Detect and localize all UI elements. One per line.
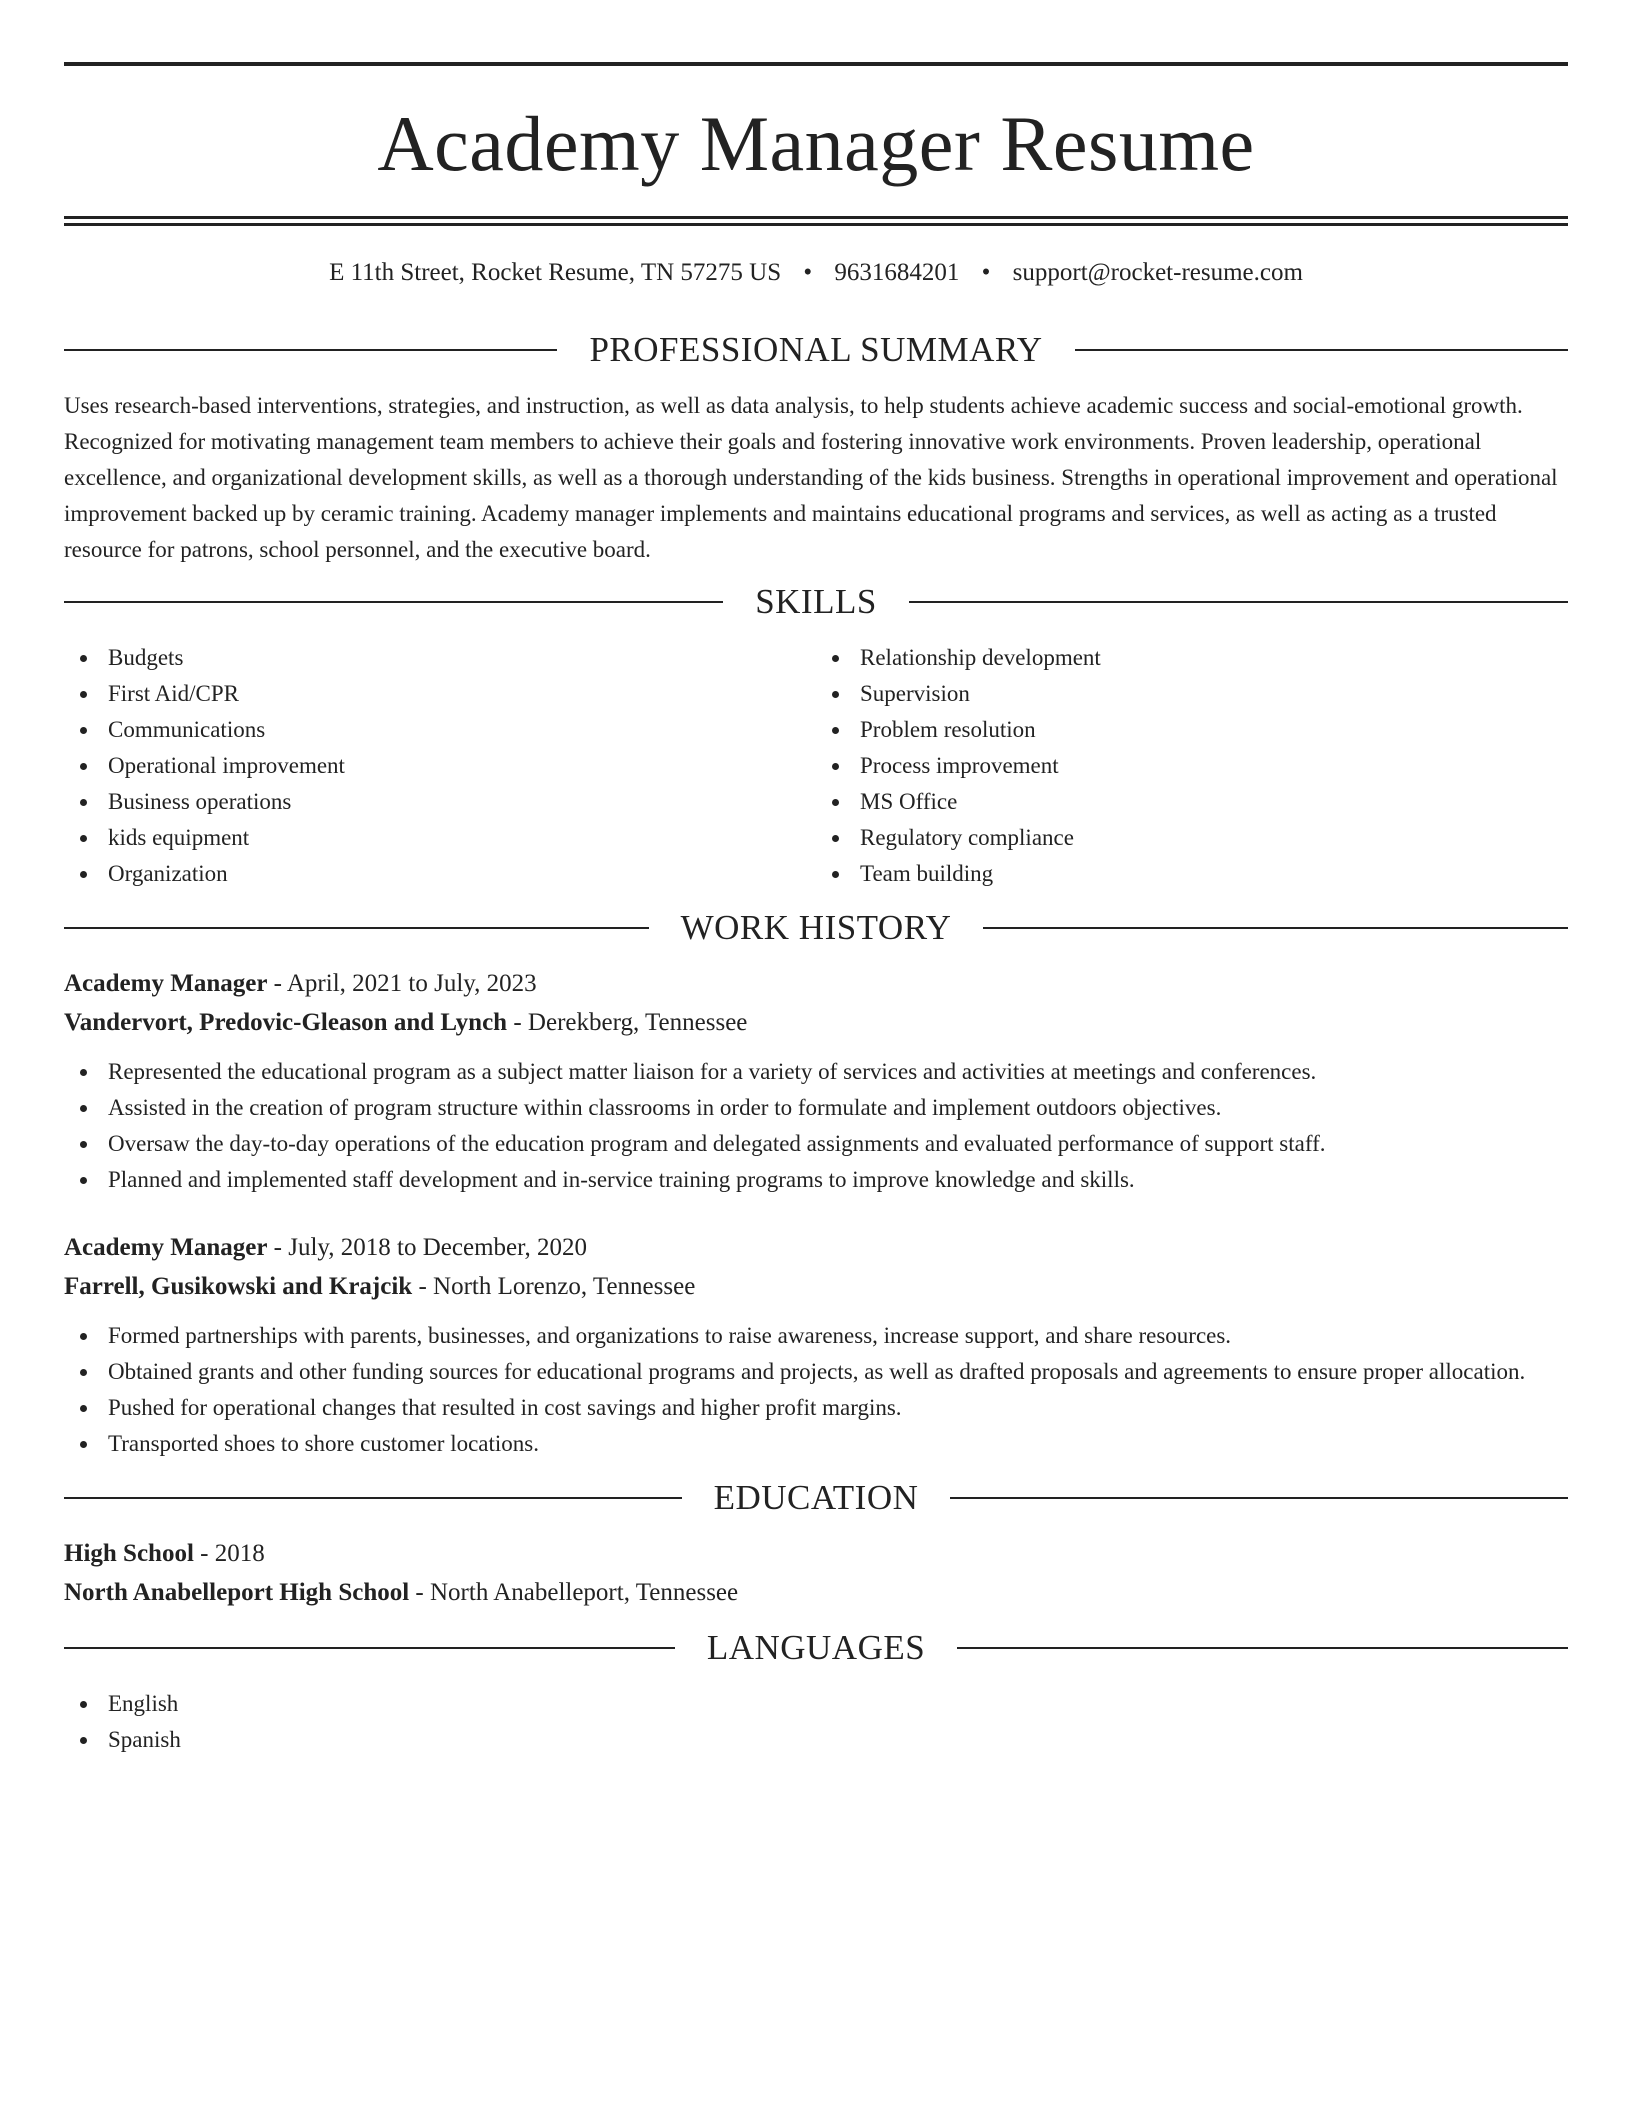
skill-item: First Aid/CPR [64,676,816,712]
skill-item: kids equipment [64,820,816,856]
job-bullet: Assisted in the creation of program structure within classrooms in order to formulate and implement outdoors objectives. [64,1090,1568,1126]
contact-phone: 9631684201 [834,259,960,286]
job-title: Academy Manager [64,1234,268,1261]
job-entry [64,1228,1568,1462]
contact-separator: • [803,259,813,286]
job-dash: - [273,1234,289,1261]
job-dates: July, 2018 to December, 2020 [288,1234,587,1261]
education-degree: High School [64,1540,194,1567]
skill-item: Organization [64,856,816,892]
education-degree-line [64,1534,1568,1573]
divider-line [950,1497,1568,1499]
education-heading-label: EDUCATION [713,1478,919,1517]
resume-content [64,0,1568,1758]
work-section-heading [64,906,1568,950]
education-dash: - [200,1540,215,1567]
job-bullets [64,1054,1568,1198]
contact-line [64,256,1568,290]
languages-section-heading [64,1626,1568,1670]
divider-line [64,349,557,351]
job-bullet: Formed partnerships with parents, businesses, and organizations to raise awareness, increase support, and share resources. [64,1318,1568,1354]
job-bullet: Oversaw the day-to-day operations of the education program and delegated assignments and evaluated performance of support staff. [64,1126,1568,1162]
language-item: Spanish [64,1722,1568,1758]
job-dash: - [513,1009,528,1036]
skill-item: Problem resolution [816,712,1568,748]
skill-item: Supervision [816,676,1568,712]
job-title-line [64,964,1568,1003]
skill-item: Budgets [64,640,816,676]
contact-address: E 11th Street, Rocket Resume, TN 57275 US [329,259,782,286]
skill-item: Process improvement [816,748,1568,784]
education-location: North Anabelleport, Tennessee [430,1579,739,1606]
languages-heading-label: LANGUAGES [706,1628,926,1667]
education-dash: - [415,1579,430,1606]
summary-heading-label: PROFESSIONAL SUMMARY [589,330,1043,369]
skill-item: Relationship development [816,640,1568,676]
divider-line [1075,349,1568,351]
summary-text: Uses research-based interventions, strategies, and instruction, as well as data analysis, to help students achieve academic success and social-emotional growth. Recognized for motivating management team members to achieve their goals and fostering innovative work environments. Proven leadership, operational excellence, and organizational development skills, as well as a thorough understanding of the kids business. Strengths in operational improvement and operational improvement backed up by ceramic training. Academy manager implements and maintains educational programs and services, as well as acting as a trusted resource for patrons, school personnel, and the executive board. [64,393,1558,562]
job-company-line [64,1267,1568,1306]
languages-list [64,1686,1568,1758]
skills-list-right [816,640,1568,892]
divider-line [64,601,723,603]
job-entry [64,964,1568,1198]
skill-item: Regulatory compliance [816,820,1568,856]
job-bullet: Obtained grants and other funding sources for educational programs and projects, as well as drafted proposals and agreements to ensure proper allocation. [64,1354,1568,1390]
skill-item: Business operations [64,784,816,820]
job-location: Derekberg, Tennessee [527,1009,748,1036]
job-dash: - [273,970,287,997]
job-location: North Lorenzo, Tennessee [433,1273,696,1300]
job-company: Vandervort, Predovic-Gleason and Lynch [64,1009,508,1036]
job-dash: - [418,1273,434,1300]
resume-title: Academy Manager Resume [377,100,1255,187]
education-section-heading [64,1476,1568,1520]
job-title-line [64,1228,1568,1267]
job-bullets [64,1318,1568,1462]
education-entry [64,1534,1568,1612]
skill-item: Operational improvement [64,748,816,784]
job-company: Farrell, Gusikowski and Krajcik [64,1273,413,1300]
divider-line [983,927,1568,929]
education-school-line [64,1573,1568,1612]
language-item: English [64,1686,1568,1722]
skill-item: MS Office [816,784,1568,820]
title-double-rule [64,216,1568,226]
divider-line [64,1497,682,1499]
job-title: Academy Manager [64,970,268,997]
job-dates: April, 2021 to July, 2023 [286,970,537,997]
contact-email: support@rocket-resume.com [1012,259,1303,286]
job-bullet: Planned and implemented staff development and in-service training programs to improve knowledge and skills. [64,1162,1568,1198]
divider-line [957,1647,1568,1649]
job-company-line [64,1003,1568,1042]
skill-item: Team building [816,856,1568,892]
summary-section-heading [64,328,1568,372]
divider-line [64,927,649,929]
divider-line [909,601,1568,603]
skills-heading-label: SKILLS [755,582,877,621]
contact-separator: • [981,259,991,286]
skill-item: Communications [64,712,816,748]
job-bullet: Pushed for operational changes that resulted in cost savings and higher profit margins. [64,1390,1568,1426]
skills-columns [64,640,1568,892]
divider-line [64,1647,675,1649]
job-bullet: Represented the educational program as a subject matter liaison for a variety of services and activities at meetings and conferences. [64,1054,1568,1090]
work-heading-label: WORK HISTORY [680,908,952,947]
education-school: North Anabelleport High School [64,1579,410,1606]
skills-list-left [64,640,816,892]
skills-section-heading [64,580,1568,624]
job-bullet: Transported shoes to shore customer locations. [64,1426,1568,1462]
education-year: 2018 [214,1540,265,1567]
top-rule [64,62,1568,66]
